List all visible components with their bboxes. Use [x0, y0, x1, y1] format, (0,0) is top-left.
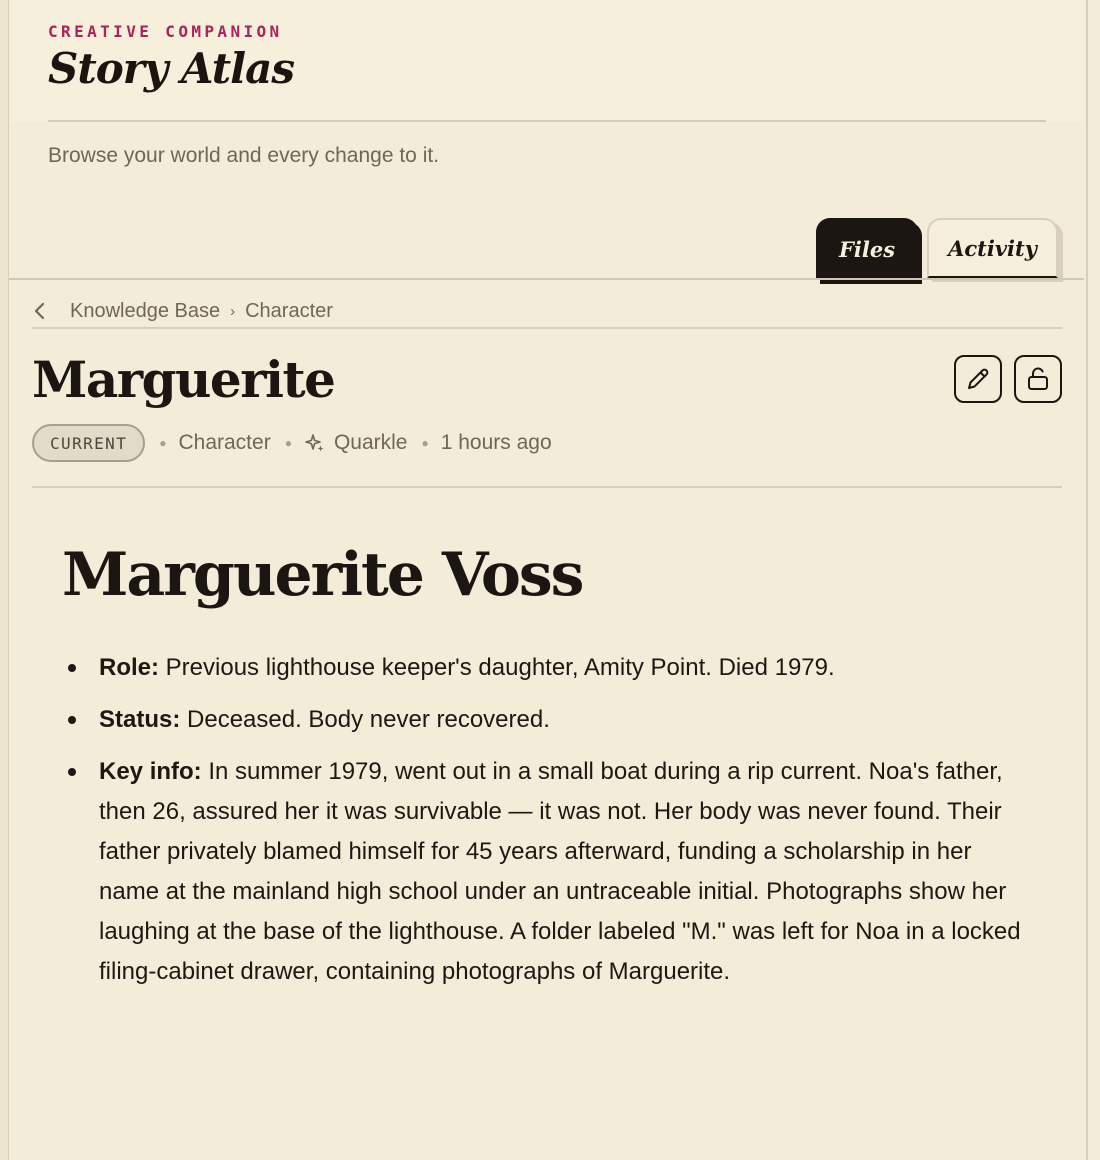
document-updated: 1 hours ago [440, 431, 552, 454]
status-badge: CURRENT [32, 424, 145, 462]
meta-separator: ● [421, 436, 429, 450]
breadcrumb-knowledge-base[interactable]: Knowledge Base [70, 299, 221, 322]
meta-separator: ● [284, 436, 292, 450]
fact-label: Status: [99, 706, 181, 733]
breadcrumb-separator-icon: › [230, 302, 236, 320]
pencil-icon [964, 365, 992, 393]
fact-label: Key info: [99, 758, 202, 785]
header-divider [48, 120, 1046, 122]
lock-toggle-button[interactable] [1014, 355, 1062, 403]
list-item [99, 648, 1029, 688]
right-scrollbar-edge[interactable] [1086, 0, 1100, 1160]
document-meta [32, 424, 552, 462]
document-title: Marguerite [32, 350, 335, 409]
chevron-left-icon [32, 301, 48, 321]
edit-button[interactable] [954, 355, 1002, 403]
list-item [99, 700, 1029, 740]
breadcrumb [32, 296, 333, 326]
breadcrumb-character[interactable]: Character [245, 299, 333, 322]
fact-text: Previous lighthouse keeper's daughter, Amity Point. Died 1979. [159, 654, 835, 681]
fact-text: Deceased. Body never recovered. [180, 706, 550, 733]
app-eyebrow: CREATIVE COMPANION [48, 22, 283, 41]
meta-divider [32, 486, 1062, 488]
back-button[interactable] [32, 296, 60, 326]
facts-list [99, 648, 1029, 1004]
meta-separator: ● [159, 436, 167, 450]
tab-activity[interactable] [927, 218, 1058, 278]
unlock-icon [1024, 365, 1052, 393]
tab-activity-label: Activity [948, 235, 1037, 261]
fact-text: In summer 1979, went out in a small boat during a rip current. Noa's father, then 26, assured her it was survivable — it was not. Her body was never found. Their father privately blamed himself for 45 years afterward, funding a scholarship in her name at the mainland high school under an untraceable initial. Photographs show her laughing at the base of the lighthouse. A folder labeled "M." was left for Noa in a locked filing-cabinet drawer, containing photographs of Marguerite. [99, 758, 1021, 985]
document-type: Character [178, 431, 271, 454]
tab-files[interactable] [816, 218, 918, 280]
app-title: Story Atlas [48, 44, 294, 93]
app-subtitle: Browse your world and every change to it. [48, 144, 440, 167]
content-heading: Marguerite Voss [62, 540, 583, 610]
list-item [99, 752, 1029, 992]
left-panel-edge [0, 0, 9, 1160]
document-author: Quarkle [333, 431, 408, 454]
tabs-divider [9, 278, 1084, 280]
fact-label: Role: [99, 654, 159, 681]
sparkle-icon [304, 432, 326, 454]
breadcrumb-divider [32, 327, 1062, 329]
tab-files-label: Files [838, 236, 896, 262]
